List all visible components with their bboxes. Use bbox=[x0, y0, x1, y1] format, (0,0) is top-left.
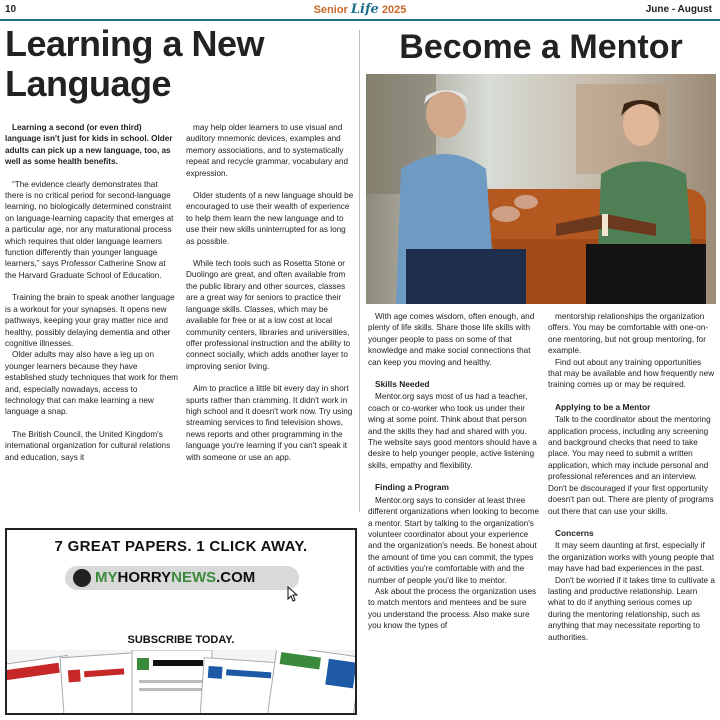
section-heading: Applying to be a Mentor bbox=[555, 401, 651, 412]
cursor-icon bbox=[287, 586, 299, 602]
subscribe-label: SUBSCRIBE TODAY. bbox=[127, 634, 235, 646]
ad-headline: 7 GREAT PAPERS. 1 CLICK AWAY. bbox=[54, 538, 308, 555]
page-number: 10 bbox=[5, 4, 17, 15]
applying-section bbox=[548, 402, 716, 517]
paragraph: While tech tools such as Rosetta Stone or Duolingo are great, and often available from the public library and other sources, classes are a great way for seniors to practice their language skills. Classes, which may be available for free or at a low cost at local community centers, libraries and universities, offer professional instruction and the ability to connect socially, which adds another layer to improving senior living. bbox=[186, 259, 351, 371]
logo-text bbox=[95, 569, 255, 586]
paragraph: “The evidence clearly demonstrates that there is no critical period for second-language learning, no biologically determined constraint on language-learning capacity that emerges at a particular age, nor any maturational process which requires that older language learners function differently than younger language learners,” says Professor Catherine Snow at the Harvard Graduate School of Education. bbox=[5, 179, 174, 280]
concerns-section bbox=[548, 528, 716, 643]
mentor-column-1 bbox=[368, 311, 540, 643]
language-column-2 bbox=[186, 122, 356, 463]
logo-my: MY bbox=[95, 569, 118, 586]
paragraph: Mentor.org says most of us had a teacher, coach or co-worker who took us under their wing at some point. Think about that person and the skills they had and shared with you. The website says good mentors should have a desire to help younger people, active listening skills, empathy and flexibility. bbox=[368, 392, 537, 470]
language-article-title: Learning a New Language bbox=[5, 23, 265, 104]
paragraph: Ask about the process the organization uses to match mentors and mentees and be sure you understand the process. Also make sure you know the types of bbox=[368, 586, 537, 631]
masthead bbox=[0, 2, 720, 17]
myhorrynews-logo[interactable] bbox=[65, 566, 299, 590]
paragraph: Older students of a new language should be encouraged to use their wealth of experience to help them learn the new language and to use their new skills uninterrupted for as long as possible. bbox=[186, 191, 354, 246]
paragraph: mentorship relationships the organization offers. You may be comfortable with one-on-one mentoring, but not group mentoring, for example. bbox=[548, 312, 709, 356]
paragraph: Find out about any training opportunities that may be available and how frequently new training comes up or may be required. bbox=[548, 357, 715, 390]
logo-news: NEWS bbox=[171, 569, 217, 586]
column-divider bbox=[359, 30, 360, 512]
newspapers-illustration bbox=[7, 650, 357, 715]
paragraph: Mentor.org says to consider at least three different organizations when looking to become a mentor. Start by talking to the organization's volunteer coordinator about your experience and the organization's needs. Be honest about the amount of time you can commit, the types of activities you're comfortable with and the number of people you'd like to mentor. bbox=[368, 495, 539, 585]
language-column-1 bbox=[5, 122, 178, 463]
skills-section bbox=[368, 379, 540, 471]
masthead-year: 2025 bbox=[381, 4, 407, 16]
masthead-prefix: Senior bbox=[313, 4, 348, 16]
paragraph: Talk to the coordinator about the mentoring application process, including any screening and background checks that need to take place. You may need to submit a written application, which may include personal and professional references and an interview. Don't be discouraged if your first opportunity doesn't pan out. There are plenty of programs out there that can use your skills. bbox=[548, 415, 714, 516]
section-heading: Skills Needed bbox=[375, 379, 430, 390]
section-heading: Finding a Program bbox=[375, 482, 449, 493]
section-heading: Concerns bbox=[555, 527, 594, 538]
paragraph: may help older learners to use visual and auditory mnemonic devices, examples and memory associations, and to systematically repeat and recycle grammar, vocabulary and expression. bbox=[186, 123, 349, 178]
paragraph: Don't be worried if it takes time to cultivate a lasting and productive relationship. Learn what to do if anything serious comes up during the mentoring relationship, such as anything that may necessitate reporting to authorities. bbox=[548, 575, 715, 642]
logo-horry: HORRY bbox=[117, 569, 172, 586]
language-lede: Learning a second (or even third) language isn't just for kids in school. Older adults can pick up a new language, too, as well as some health benefits. bbox=[5, 123, 173, 167]
mentor-column-2 bbox=[548, 311, 716, 654]
mentor-article-title: Become a Mentor bbox=[399, 28, 683, 66]
mentor-photo bbox=[366, 74, 716, 304]
paragraph: The British Council, the United Kingdom's international organization for cultural relations and education, says it bbox=[5, 429, 171, 462]
paragraph: It may seem daunting at first, especially if the organization works with young people that may have had bad experiences in the past. bbox=[548, 541, 715, 574]
paragraph: Training the brain to speak another language is a workout for your synapses. It opens new pathways, keeping your gray matter nice and healthy, possibly delaying dementia and other cognitive illnesses. bbox=[5, 293, 175, 348]
issue-date: June - August bbox=[645, 4, 712, 15]
masthead-life: Life bbox=[350, 2, 379, 17]
logo-com: .COM bbox=[216, 569, 256, 586]
sun-icon bbox=[73, 569, 91, 587]
header-rule bbox=[0, 19, 720, 21]
page-header bbox=[0, 0, 720, 20]
finding-section bbox=[368, 482, 540, 631]
paragraph: With age comes wisdom, often enough, and plenty of life skills. Share those life skills with younger people to pass on some of that knowledge and make social connections that can keep you moving and healthy. bbox=[368, 312, 535, 367]
paragraph: Older adults may also have a leg up on younger learners because they have established study techniques that work for them and, especially nowadays, access to technology that can make learning a new language a snap. bbox=[5, 350, 178, 417]
myhorrynews-ad[interactable] bbox=[5, 528, 357, 715]
paragraph: Aim to practice a little bit every day in short spurts rather than cramming. It didn't work in high school and it doesn't work now. Try using streaming services to find television shows, news reports and other programming in the language you're learning if you can't speak it with someone or use an app. bbox=[186, 384, 353, 462]
